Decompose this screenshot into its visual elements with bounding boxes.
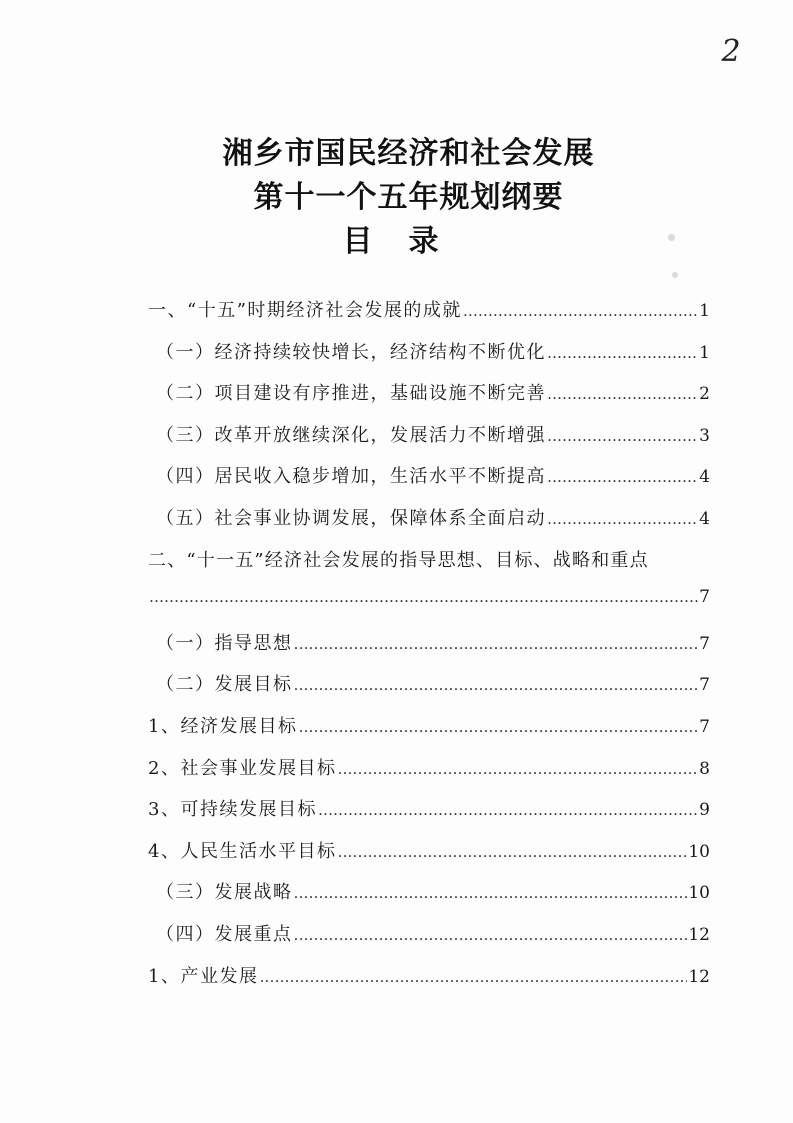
toc-entry-label: 1、产业发展 — [148, 965, 259, 987]
toc-entry — [148, 670, 710, 712]
toc-entry-page: 2 — [699, 384, 710, 405]
toc-entry — [148, 546, 710, 588]
toc-leader-dots — [259, 968, 687, 986]
toc-entry-page: 7 — [699, 675, 710, 696]
toc-leader-dots — [294, 926, 688, 944]
toc-entry — [148, 795, 710, 837]
toc-entry-label: （三）发展战略 — [156, 882, 293, 904]
toc-entry — [148, 504, 710, 546]
toc-leader-dots — [149, 588, 698, 606]
toc-leader-dots — [298, 718, 698, 736]
toc-leader-dots — [337, 760, 698, 778]
toc-entry-page: 3 — [699, 425, 710, 446]
toc-entry-label: （三）改革开放继续深化，发展活力不断增强 — [156, 424, 546, 446]
toc-leader-dots — [547, 385, 698, 403]
toc-entry-label: 3、可持续发展目标 — [148, 799, 317, 821]
toc-entry — [148, 296, 710, 338]
toc-entry-label: （二）项目建设有序推进，基础设施不断完善 — [156, 383, 546, 405]
toc-leader-dots — [294, 884, 688, 902]
handwritten-page-number: 2 — [721, 34, 741, 69]
toc-entry-label: 二、“十一五”经济社会发展的指导思想、目标、战略和重点 — [148, 549, 649, 571]
toc-entry-page: 12 — [688, 966, 710, 987]
toc-entry-label: （二）发展目标 — [156, 674, 293, 696]
scan-speck — [672, 272, 678, 278]
toc-leader-dots — [294, 635, 699, 653]
toc-entry-label: 1、经济发展目标 — [148, 715, 298, 737]
toc-entry — [148, 712, 710, 754]
toc-heading: 目录 — [342, 224, 475, 259]
toc-entry — [148, 962, 710, 1004]
toc-entry-page: 1 — [699, 342, 710, 363]
toc-entry-page: 4 — [699, 467, 710, 488]
toc-entry-label: （五）社会事业协调发展，保障体系全面启动 — [156, 507, 546, 529]
toc-entry-label: （一）经济持续较快增长，经济结构不断优化 — [156, 341, 546, 363]
toc-entry — [148, 379, 710, 421]
table-of-contents — [148, 296, 710, 1003]
toc-entry-page: 1 — [699, 301, 710, 321]
toc-entry — [148, 754, 710, 796]
toc-entry-continuation — [148, 587, 710, 629]
toc-entry — [148, 462, 710, 504]
toc-entry — [148, 421, 710, 463]
toc-entry-page: 7 — [699, 633, 710, 654]
toc-entry — [148, 338, 710, 380]
toc-entry — [148, 920, 710, 962]
toc-entry-page: 7 — [699, 716, 710, 737]
toc-entry — [148, 837, 710, 879]
toc-entry-label: （一）指导思想 — [156, 632, 293, 654]
toc-entry-label: 4、人民生活水平目标 — [148, 840, 337, 862]
toc-entry — [148, 878, 710, 920]
toc-entry-label: 2、社会事业发展目标 — [148, 757, 337, 779]
toc-entry — [148, 629, 710, 671]
toc-leader-dots — [463, 302, 698, 320]
toc-leader-dots — [547, 510, 698, 528]
title-line-1: 湘乡市国民经济和社会发展 — [222, 136, 595, 171]
toc-leader-dots — [547, 344, 698, 362]
toc-entry-page: 10 — [688, 841, 710, 862]
toc-leader-dots — [547, 468, 698, 486]
toc-leader-dots — [294, 676, 699, 694]
toc-entry-label: （四）居民收入稳步增加，生活水平不断提高 — [156, 466, 546, 488]
toc-entry-page: 4 — [699, 508, 710, 529]
toc-entry-label: （四）发展重点 — [156, 923, 293, 945]
toc-entry-label: 一、“十五”时期经济社会发展的成就 — [148, 300, 462, 321]
toc-entry-page: 9 — [699, 800, 710, 821]
toc-leader-dots — [337, 843, 687, 861]
toc-leader-dots — [318, 801, 698, 819]
toc-entry-page: 12 — [688, 924, 710, 945]
toc-entry-page: 8 — [699, 758, 710, 779]
title-block — [0, 132, 793, 264]
toc-leader-dots — [547, 427, 698, 445]
toc-entry-page: 10 — [688, 883, 710, 904]
title-line-2: 第十一个五年规划纲要 — [253, 180, 564, 215]
toc-entry-page: 7 — [699, 587, 710, 608]
